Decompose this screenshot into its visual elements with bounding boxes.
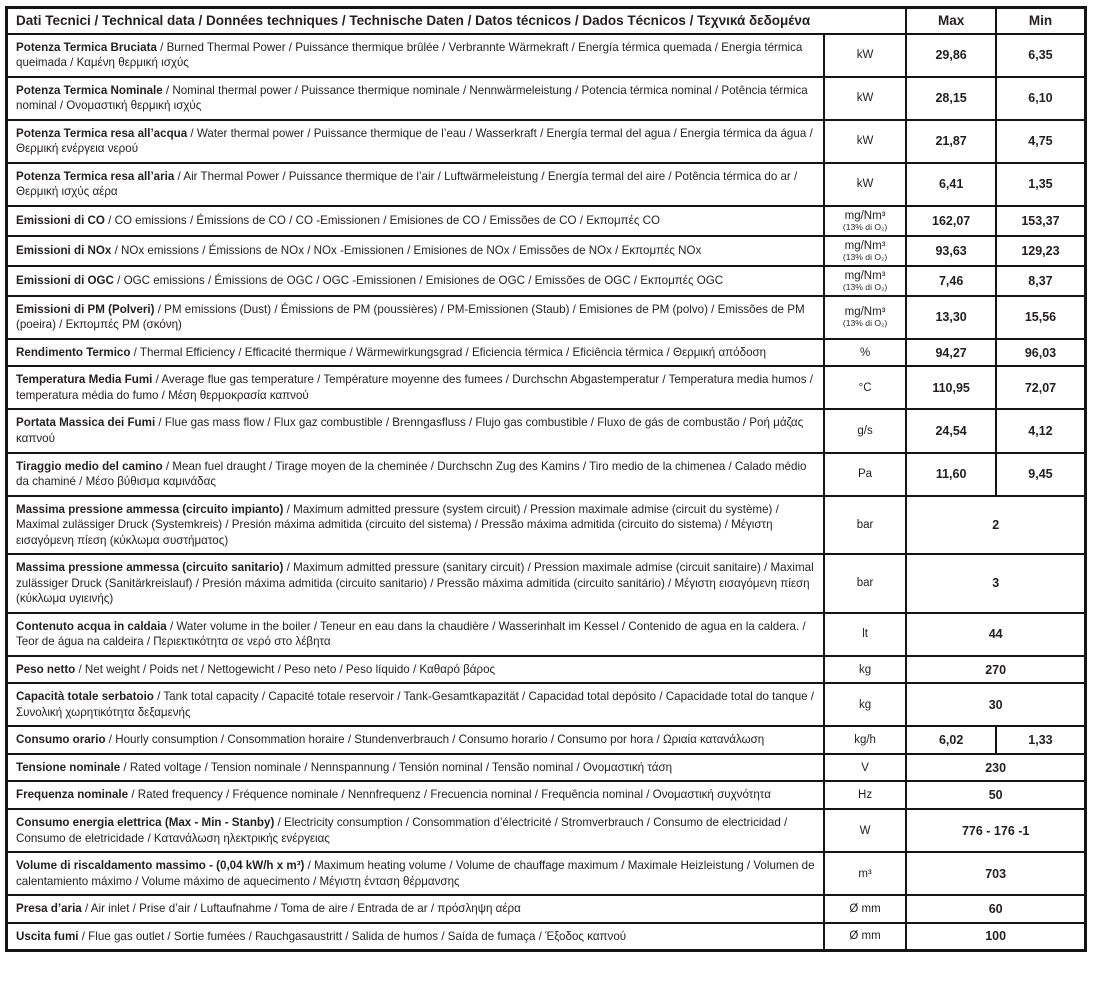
- row-unit-cell: [824, 163, 907, 206]
- row-description-cell: [7, 809, 824, 852]
- row-unit: kg: [858, 698, 872, 711]
- row-unit-note: (13% di O₂): [842, 251, 888, 262]
- row-unit-cell: [824, 923, 907, 951]
- row-term: Contenuto acqua in caldaia: [16, 619, 167, 633]
- row-merged-value: 776 - 176 -1: [961, 823, 1030, 838]
- row-unit-cell: [824, 77, 907, 120]
- row-term: Presa d’aria: [16, 902, 82, 916]
- table-row: [7, 266, 1086, 296]
- row-description-cell: [7, 163, 824, 206]
- row-min-cell: [996, 206, 1086, 236]
- row-description-cell: [7, 754, 824, 782]
- row-unit-cell: [824, 656, 907, 684]
- row-description-cell: [7, 554, 824, 613]
- row-description: / Water volume in the boiler / Teneur en eau dans la chaudière / Wasserinhalt im Kessel / Contenido de agua en la caldera. / Teor de água na caldeira / Περιεκτικότητα σε νερό στο λέβητα: [16, 619, 806, 649]
- row-unit-cell: [824, 339, 907, 367]
- table-row: [7, 809, 1086, 852]
- row-term: Temperatura Media Fumi: [16, 373, 153, 387]
- row-unit: g/s: [857, 424, 873, 437]
- row-term: Emissioni di OGC: [16, 274, 114, 288]
- row-max-value: 6,41: [938, 177, 964, 192]
- row-unit: mg/Nm³: [844, 239, 886, 252]
- row-merged-value: 44: [988, 627, 1003, 642]
- row-merged-value: 100: [985, 929, 1007, 944]
- row-term: Portata Massica dei Fumi: [16, 416, 156, 430]
- row-min-cell: [996, 339, 1086, 367]
- row-term: Peso netto: [16, 662, 76, 676]
- row-unit: kW: [856, 49, 874, 62]
- row-merged-value: 270: [985, 662, 1007, 677]
- row-min-value: 8,37: [1028, 273, 1053, 288]
- table-row: [7, 923, 1086, 951]
- row-unit: kW: [856, 135, 874, 148]
- row-description-cell: [7, 895, 824, 923]
- row-merged-value-cell: [906, 613, 1085, 656]
- row-min-value: 4,12: [1028, 423, 1053, 438]
- row-description: / Flue gas mass flow / Flux gaz combustible / Brenngasfluss / Flujo gas combustible / Fluxo de gás de combustão / Ροή μάζας καπνού: [16, 416, 804, 445]
- row-unit-cell: [824, 206, 907, 236]
- row-unit-cell: [824, 296, 907, 339]
- row-merged-value-cell: [906, 554, 1085, 613]
- row-term: Potenza Termica Bruciata: [16, 40, 157, 54]
- row-description: / Flue gas outlet / Sortie fumées / Rauchgasaustritt / Salida de humos / Saída de fumaça / Έξοδος καπνού: [78, 929, 627, 943]
- row-description: / Rated frequency / Fréquence nominale / Nennfrequenz / Frecuencia nominal / Frequência nominal / Ονομαστική συχνότητα: [128, 788, 771, 802]
- row-term: Massima pressione ammessa (circuito sanitario): [16, 561, 284, 575]
- table-row: [7, 77, 1086, 120]
- table-row: [7, 206, 1086, 236]
- row-min-cell: [996, 163, 1086, 206]
- row-merged-value: 60: [988, 901, 1003, 916]
- row-term: Potenza Termica Nominale: [16, 83, 163, 97]
- row-description: / Mean fuel draught / Tirage moyen de la cheminée / Durchschn Zug des Kamins / Tiro medio de la chimenea / Calado médio da chaminé / Μέσο βύθισμα καμινάδας: [16, 459, 807, 489]
- row-description: / Tank total capacity / Capacité totale reservoir / Tank-Gesamtkapazität / Capacidad total depósito / Capacidade total do tanque / Συνολική χωρητικότητα δεξαμενής: [16, 690, 815, 719]
- row-merged-value-cell: [906, 895, 1085, 923]
- row-description: / Maximum heating volume / Volume de chauffage maximum / Maximale Heizleistung / Volumen de calentamiento máximo / Volume máximo de aquecimento / Μέγιστη ένταση θέρμανσης: [16, 859, 815, 888]
- row-description: / Air Thermal Power / Puissance thermique de l’air / Luftwärmeleistung / Energía termal del aire / Potência térmica do ar / Θερμική ισχύς αέρα: [16, 169, 798, 199]
- row-merged-value-cell: [906, 496, 1085, 555]
- row-unit-cell: [824, 683, 907, 726]
- row-description-cell: [7, 656, 824, 684]
- row-term: Emissioni di CO: [16, 213, 105, 227]
- row-unit-cell: [824, 852, 907, 895]
- row-unit-cell: [824, 409, 907, 452]
- row-unit: lt: [862, 628, 868, 641]
- row-unit: mg/Nm³: [844, 306, 886, 319]
- row-max-cell: [906, 453, 996, 496]
- row-description-cell: [7, 453, 824, 496]
- row-merged-value: 3: [992, 576, 1000, 591]
- table-row: [7, 554, 1086, 613]
- row-description: / Burned Thermal Power / Puissance thermique brûlée / Verbrannte Wärmekraft / Energía térmica quemada / Energia térmica queimada / Καμένη θερμική ισχύς: [16, 40, 803, 70]
- row-max-value: 6,02: [938, 733, 964, 748]
- row-min-value: 6,10: [1028, 91, 1053, 106]
- technical-data-table: [5, 6, 1087, 952]
- table-row: [7, 852, 1086, 895]
- row-description: / Water thermal power / Puissance thermique de l’eau / Wasserkraft / Energía termal del agua / Energia térmica da água / Θερμική ενέργεια νερού: [16, 126, 813, 156]
- row-merged-value: 50: [988, 788, 1003, 803]
- row-unit-cell: [824, 120, 907, 163]
- table-row: [7, 895, 1086, 923]
- row-max-value: 110,95: [932, 380, 970, 395]
- row-min-cell: [996, 236, 1086, 266]
- row-term: Consumo orario: [16, 733, 106, 747]
- row-term: Potenza Termica resa all’aria: [16, 169, 175, 183]
- row-max-cell: [906, 339, 996, 367]
- table-row: [7, 656, 1086, 684]
- row-unit-cell: [824, 554, 907, 613]
- row-unit: W: [859, 824, 871, 837]
- row-unit-cell: [824, 34, 907, 77]
- row-unit-note: (13% di O₂): [842, 221, 888, 232]
- row-unit: mg/Nm³: [844, 269, 886, 282]
- row-unit-cell: [824, 754, 907, 782]
- row-min-cell: [996, 296, 1086, 339]
- row-unit-cell: [824, 613, 907, 656]
- row-max-cell: [906, 366, 996, 409]
- row-term: Massima pressione ammessa (circuito impianto): [16, 502, 284, 516]
- row-unit-cell: [824, 895, 907, 923]
- row-merged-value-cell: [906, 781, 1085, 809]
- row-unit: kg: [858, 663, 872, 676]
- row-min-value: 15,56: [1024, 310, 1057, 325]
- row-description: / NOx emissions / Émissions de NOx / NOx -Emissionen / Emisiones de NOx / Emissões de NOx / Εκπομπές NOx: [111, 244, 702, 257]
- row-description-cell: [7, 409, 824, 452]
- table-row: [7, 781, 1086, 809]
- row-unit: m³: [858, 867, 872, 880]
- row-max-cell: [906, 163, 996, 206]
- table-row: [7, 496, 1086, 555]
- row-max-value: 24,54: [935, 423, 967, 438]
- row-unit: kg/h: [854, 734, 876, 747]
- row-unit-cell: [824, 236, 907, 266]
- table-row: [7, 120, 1086, 163]
- row-max-cell: [906, 726, 996, 754]
- row-term: Rendimento Termico: [16, 345, 131, 359]
- row-term: Capacità totale serbatoio: [16, 690, 154, 704]
- row-unit: kW: [856, 178, 874, 191]
- row-term: Consumo energia elettrica (Max - Min - Stanby): [16, 816, 275, 830]
- row-unit: °C: [858, 381, 872, 394]
- row-min-cell: [996, 120, 1086, 163]
- row-description: / OGC emissions / Émissions de OGC / OGC -Emissionen / Emisiones de OGC / Emissões de OGC / Εκπομπές OGC: [113, 274, 724, 288]
- row-unit-note: (13% di O₂): [842, 281, 888, 292]
- row-max-value: 162,07: [932, 213, 971, 228]
- row-unit-cell: [824, 781, 907, 809]
- row-min-cell: [996, 409, 1086, 452]
- row-min-value: 129,23: [1021, 243, 1060, 258]
- row-min-cell: [996, 453, 1086, 496]
- row-description-cell: [7, 366, 824, 409]
- row-min-value: 1,33: [1028, 733, 1053, 748]
- table-row: [7, 726, 1086, 754]
- row-min-value: 153,37: [1021, 213, 1060, 228]
- row-unit: V: [861, 761, 869, 774]
- row-min-cell: [996, 266, 1086, 296]
- table-row: [7, 236, 1086, 266]
- row-unit: bar: [856, 577, 874, 590]
- row-description-cell: [7, 266, 824, 296]
- row-description: / PM emissions (Dust) / Émissions de PM (poussières) / PM-Emissionen (Staub) / Emisiones de PM (polvo) / Emissões de PM (poeira) / Εκπομπές PM (σκόνη): [16, 302, 805, 332]
- table-row: [7, 34, 1086, 77]
- row-merged-value-cell: [906, 754, 1085, 782]
- row-merged-value: 30: [988, 697, 1003, 712]
- row-description-cell: [7, 726, 824, 754]
- row-description: / CO emissions / Émissions de CO / CO -Emissionen / Emisiones de CO / Emissões de CO / Εκπομπές CO: [104, 213, 661, 227]
- row-term: Volume di riscaldamento massimo - (0,04 kW/h x m³): [16, 859, 305, 873]
- row-term: Frequenza nominale: [16, 788, 129, 802]
- row-unit: kW: [856, 92, 874, 105]
- row-unit: %: [859, 346, 871, 359]
- row-unit-cell: [824, 366, 907, 409]
- row-max-cell: [906, 77, 996, 120]
- row-max-value: 21,87: [935, 134, 967, 149]
- row-description-cell: [7, 206, 824, 236]
- row-description-cell: [7, 852, 824, 895]
- table-row: [7, 296, 1086, 339]
- row-min-value: 1,35: [1028, 177, 1053, 192]
- row-unit: Pa: [858, 468, 873, 481]
- row-merged-value: 2: [992, 517, 1000, 532]
- table-body: [7, 34, 1086, 951]
- row-max-cell: [906, 296, 996, 339]
- row-min-cell: [996, 34, 1086, 77]
- row-unit-note: (13% di O₂): [842, 318, 888, 329]
- table-row: [7, 453, 1086, 496]
- row-max-value: 7,46: [938, 273, 964, 288]
- row-unit-cell: [824, 266, 907, 296]
- row-merged-value-cell: [906, 683, 1085, 726]
- row-description-cell: [7, 683, 824, 726]
- row-description: / Thermal Efficiency / Efficacité thermique / Wärmewirkungsgrad / Eficiencia térmica / Eficiência térmica / Θερμική απόδοση: [130, 345, 767, 359]
- row-max-value: 28,15: [935, 91, 967, 106]
- table-row: [7, 409, 1086, 452]
- row-description: / Electricity consumption / Consommation d’électricité / Stromverbrauch / Consumo de electricidad / Consumo de eletricidade / Κατανάλωση ηλεκτρικής ενέργειας: [16, 816, 788, 845]
- row-merged-value-cell: [906, 852, 1085, 895]
- row-term: Tensione nominale: [16, 760, 121, 774]
- row-description: / Net weight / Poids net / Nettogewicht / Peso neto / Peso líquido / Καθαρό βάρος: [75, 662, 496, 676]
- row-unit-cell: [824, 496, 907, 555]
- row-description: / Maximum admitted pressure (sanitary circuit) / Pression maximale admise (circuit sanitaire) / Maximal zulässiger Druck (Sanitärkreislauf) / Presión máxima admitida (circuito sanitario) / Pressão máxima admitida (circuito sanitário) / Μέγιστη εισαγόμενη πίεση (κύκλωμα υγιεινής): [16, 561, 814, 606]
- row-max-cell: [906, 206, 996, 236]
- row-term: Emissioni di PM (Polveri): [16, 302, 155, 316]
- row-description-cell: [7, 496, 824, 555]
- row-merged-value: 703: [985, 866, 1007, 881]
- row-description-cell: [7, 923, 824, 951]
- row-unit: mg/Nm³: [844, 209, 886, 222]
- row-min-cell: [996, 366, 1086, 409]
- row-min-value: 96,03: [1024, 345, 1057, 360]
- row-description: / Rated voltage / Tension nominale / Nennspannung / Tensión nominal / Tensão nominal / Ονομαστική τάση: [120, 760, 673, 774]
- row-term: Potenza Termica resa all’acqua: [16, 126, 188, 140]
- row-description-cell: [7, 236, 824, 266]
- row-unit: Hz: [858, 789, 873, 802]
- table-row: [7, 366, 1086, 409]
- row-unit-cell: [824, 726, 907, 754]
- row-min-value: 72,07: [1024, 380, 1057, 395]
- row-max-value: 94,27: [935, 345, 967, 360]
- table-row: [7, 613, 1086, 656]
- row-description: / Average flue gas temperature / Température moyenne des fumees / Durchschn Abgastemperatur / Temperatura media humos / temperatura média do fumo / Μέση θερμοκρασία καπνού: [16, 373, 813, 402]
- table-row: [7, 754, 1086, 782]
- row-description: / Nominal thermal power / Puissance thermique nominale / Nennwärmeleistung / Potencia térmica nominal / Potência térmica nominal / Ονομαστική θερμική ισχύς: [16, 83, 808, 113]
- row-min-cell: [996, 726, 1086, 754]
- row-description: / Maximum admitted pressure (system circuit) / Pression maximale admise (circuit du système) / Maximal zulässiger Druck (Systemkreis) / Presión máxima admitida (circuito del sistema) / Pressão máxima admitida (circuito do sistema) / Μέγιστη εισαγόμενη πίεση (κύκλωμα συστήματος): [16, 502, 779, 547]
- row-description-cell: [7, 296, 824, 339]
- row-min-value: 9,45: [1028, 467, 1053, 482]
- column-header-max: Max: [906, 8, 996, 34]
- row-unit: Ø mm: [849, 930, 881, 943]
- table-header-row: [7, 8, 1086, 34]
- row-max-value: 13,30: [935, 310, 967, 325]
- row-max-cell: [906, 266, 996, 296]
- row-unit-cell: [824, 809, 907, 852]
- row-merged-value-cell: [906, 923, 1085, 951]
- row-term: Tiraggio medio del camino: [16, 459, 163, 473]
- table-row: [7, 339, 1086, 367]
- column-header-min: Min: [996, 8, 1086, 34]
- row-term: Emissioni di NOx: [16, 244, 112, 257]
- row-description: / Hourly consumption / Consommation horaire / Stundenverbrauch / Consumo horario / Consumo por hora / Ωριαία κατανάλωση: [105, 733, 765, 747]
- row-unit: Ø mm: [849, 902, 881, 915]
- row-min-cell: [996, 77, 1086, 120]
- table-row: [7, 163, 1086, 206]
- row-description-cell: [7, 613, 824, 656]
- row-max-cell: [906, 409, 996, 452]
- row-max-cell: [906, 236, 996, 266]
- row-max-cell: [906, 34, 996, 77]
- table-row: [7, 683, 1086, 726]
- row-merged-value-cell: [906, 656, 1085, 684]
- row-description-cell: [7, 781, 824, 809]
- row-merged-value-cell: [906, 809, 1085, 852]
- row-merged-value: 230: [985, 760, 1007, 775]
- row-description: / Air inlet / Prise d’air / Luftaufnahme / Toma de aire / Entrada de ar / πρόσληψη αέρα: [81, 902, 521, 916]
- row-description-cell: [7, 34, 824, 77]
- row-min-value: 6,35: [1028, 48, 1053, 63]
- row-description-cell: [7, 77, 824, 120]
- table-header-title: Dati Tecnici / Technical data / Données techniques / Technische Daten / Datos técnicos / Dados Técnicos / Τεχνικά δεδομένα: [7, 8, 907, 34]
- row-max-cell: [906, 120, 996, 163]
- row-max-value: 29,86: [935, 48, 967, 63]
- row-description-cell: [7, 339, 824, 367]
- row-max-value: 11,60: [935, 467, 967, 482]
- row-unit: bar: [856, 518, 874, 531]
- row-unit-cell: [824, 453, 907, 496]
- row-max-value: 93,63: [935, 243, 967, 258]
- row-min-value: 4,75: [1028, 134, 1053, 149]
- row-term: Uscita fumi: [16, 929, 79, 943]
- row-description-cell: [7, 120, 824, 163]
